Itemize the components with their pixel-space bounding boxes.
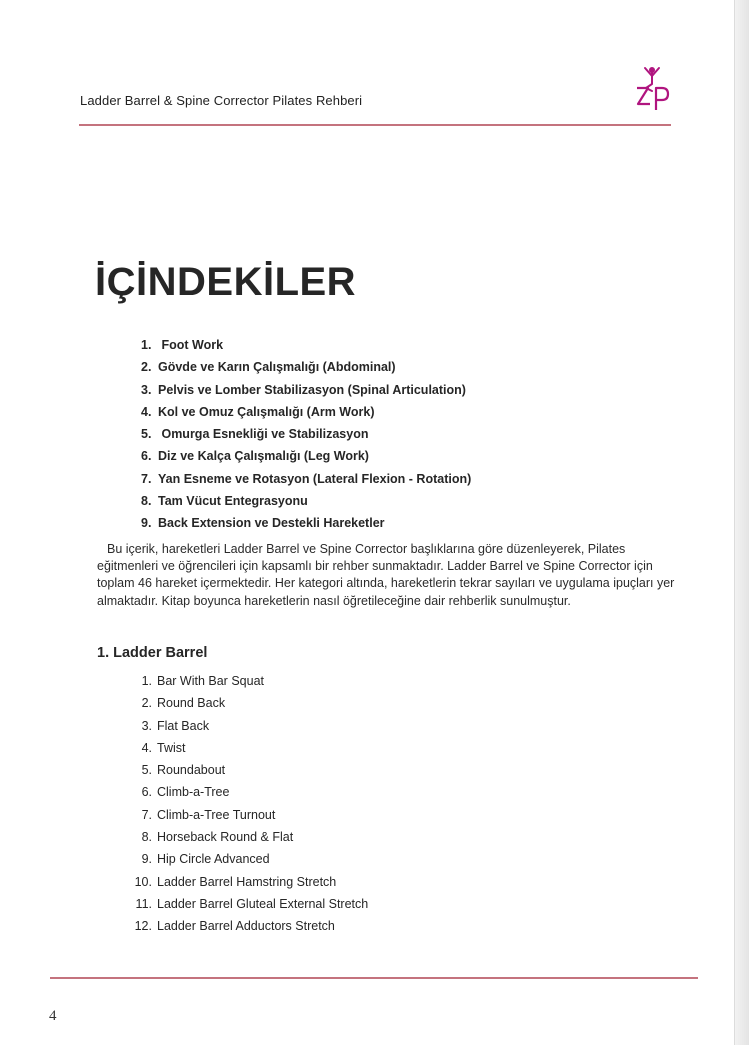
list-item-number: 2. — [141, 696, 152, 711]
toc-item-label: Omurga Esnekliği ve Stabilizasyon — [158, 427, 369, 442]
list-item-number: 8. — [141, 830, 152, 845]
toc-item-number: 6. — [141, 449, 152, 464]
toc-item-label: Foot Work — [158, 338, 224, 352]
list-item-number: 10. — [134, 874, 152, 889]
list-item-label: Roundabout — [157, 763, 226, 778]
toc-item — [141, 492, 471, 514]
zp-logo — [632, 64, 672, 116]
toc-item — [141, 514, 471, 536]
toc-item-number: 1. — [141, 338, 152, 352]
toc-item-number: 5. — [141, 427, 152, 442]
list-item — [128, 828, 368, 850]
toc-item-number: 4. — [141, 404, 152, 419]
list-item-number: 9. — [141, 852, 152, 867]
footer-divider — [50, 977, 698, 979]
list-item — [128, 917, 368, 939]
toc-item-number: 9. — [141, 516, 152, 531]
list-item-label: Flat Back — [157, 718, 210, 733]
toc-item — [141, 447, 471, 469]
toc-item-number: 7. — [141, 471, 152, 486]
toc-item-label: Gövde ve Karın Çalışmalığı (Abdominal) — [158, 360, 396, 375]
toc-item — [141, 425, 471, 447]
list-item — [128, 850, 368, 872]
section-heading-ladder-barrel: 1. Ladder Barrel — [97, 645, 208, 661]
list-item-number: 3. — [141, 718, 152, 733]
intro-paragraph: Bu içerik, hareketleri Ladder Barrel ve Spine Corrector başlıklarına göre düzenleyerek, Pilates eğitmenleri ve öğrencileri için kapsamlı bir rehber sunmaktadır. Ladder Barrel ve Spine Corrector için toplam 46 hareket içermektedir. Her kategori altında, hareketlerin tekrar sayıları ve uygulama ipuçları yer almaktadır. Kitap boyunca hareketlerin nasıl öğretileceğine dair rehberlik sunulmuştur. — [97, 542, 675, 608]
list-item-number: 11. — [135, 896, 152, 911]
toc-item-label: Back Extension ve Destekli Hareketler — [158, 516, 385, 531]
list-item-number: 4. — [141, 740, 152, 755]
page-number: 4 — [49, 1008, 57, 1024]
toc-item — [141, 336, 471, 358]
list-item-label: Round Back — [157, 696, 226, 711]
list-item-label: Bar With Bar Squat — [157, 674, 264, 688]
toc-item-number: 2. — [141, 360, 152, 375]
toc-item-number: 8. — [141, 494, 152, 509]
toc-item-label: Diz ve Kalça Çalışmalığı (Leg Work) — [158, 449, 369, 464]
list-item-number: 7. — [141, 807, 152, 822]
list-item-label: Climb-a-Tree Turnout — [157, 807, 276, 822]
list-item — [128, 783, 368, 805]
list-item — [128, 761, 368, 783]
toc-item — [141, 381, 471, 403]
list-item — [128, 895, 368, 917]
toc-item — [141, 358, 471, 380]
page-title: İÇİNDEKİLER — [95, 260, 357, 304]
list-item — [128, 806, 368, 828]
list-item — [128, 694, 368, 716]
toc-item-label: Tam Vücut Entegrasyonu — [158, 494, 308, 509]
list-item-label: Twist — [157, 740, 186, 755]
page-edge — [734, 0, 749, 1045]
list-item-label: Hip Circle Advanced — [157, 852, 270, 867]
list-item-label: Ladder Barrel Hamstring Stretch — [157, 874, 337, 889]
yoga-figure-logo-icon — [632, 64, 672, 116]
toc-item-label: Pelvis ve Lomber Stabilizasyon (Spinal Articulation) — [158, 382, 466, 397]
ladder-barrel-list — [128, 672, 368, 940]
list-item-label: Horseback Round & Flat — [157, 830, 294, 845]
toc-item-number: 3. — [141, 382, 152, 397]
list-item-number: 6. — [141, 785, 152, 800]
toc-item-label: Kol ve Omuz Çalışmalığı (Arm Work) — [158, 404, 375, 419]
header-title: Ladder Barrel & Spine Corrector Pilates Rehberi — [80, 93, 363, 108]
list-item-label: Climb-a-Tree — [157, 785, 230, 800]
toc-item — [141, 470, 471, 492]
list-item — [128, 873, 368, 895]
toc-item — [141, 403, 471, 425]
list-item — [128, 717, 368, 739]
toc-item-label: Yan Esneme ve Rotasyon (Lateral Flexion - Rotation) — [158, 471, 472, 486]
toc-list — [141, 336, 471, 537]
list-item — [128, 672, 368, 694]
header-divider — [79, 124, 671, 126]
list-item-label: Ladder Barrel Gluteal External Stretch — [157, 896, 369, 911]
list-item — [128, 739, 368, 761]
list-item-number: 1. — [141, 674, 152, 688]
list-item-number: 12. — [134, 919, 152, 934]
list-item-label: Ladder Barrel Adductors Stretch — [157, 919, 335, 934]
list-item-number: 5. — [141, 763, 152, 778]
